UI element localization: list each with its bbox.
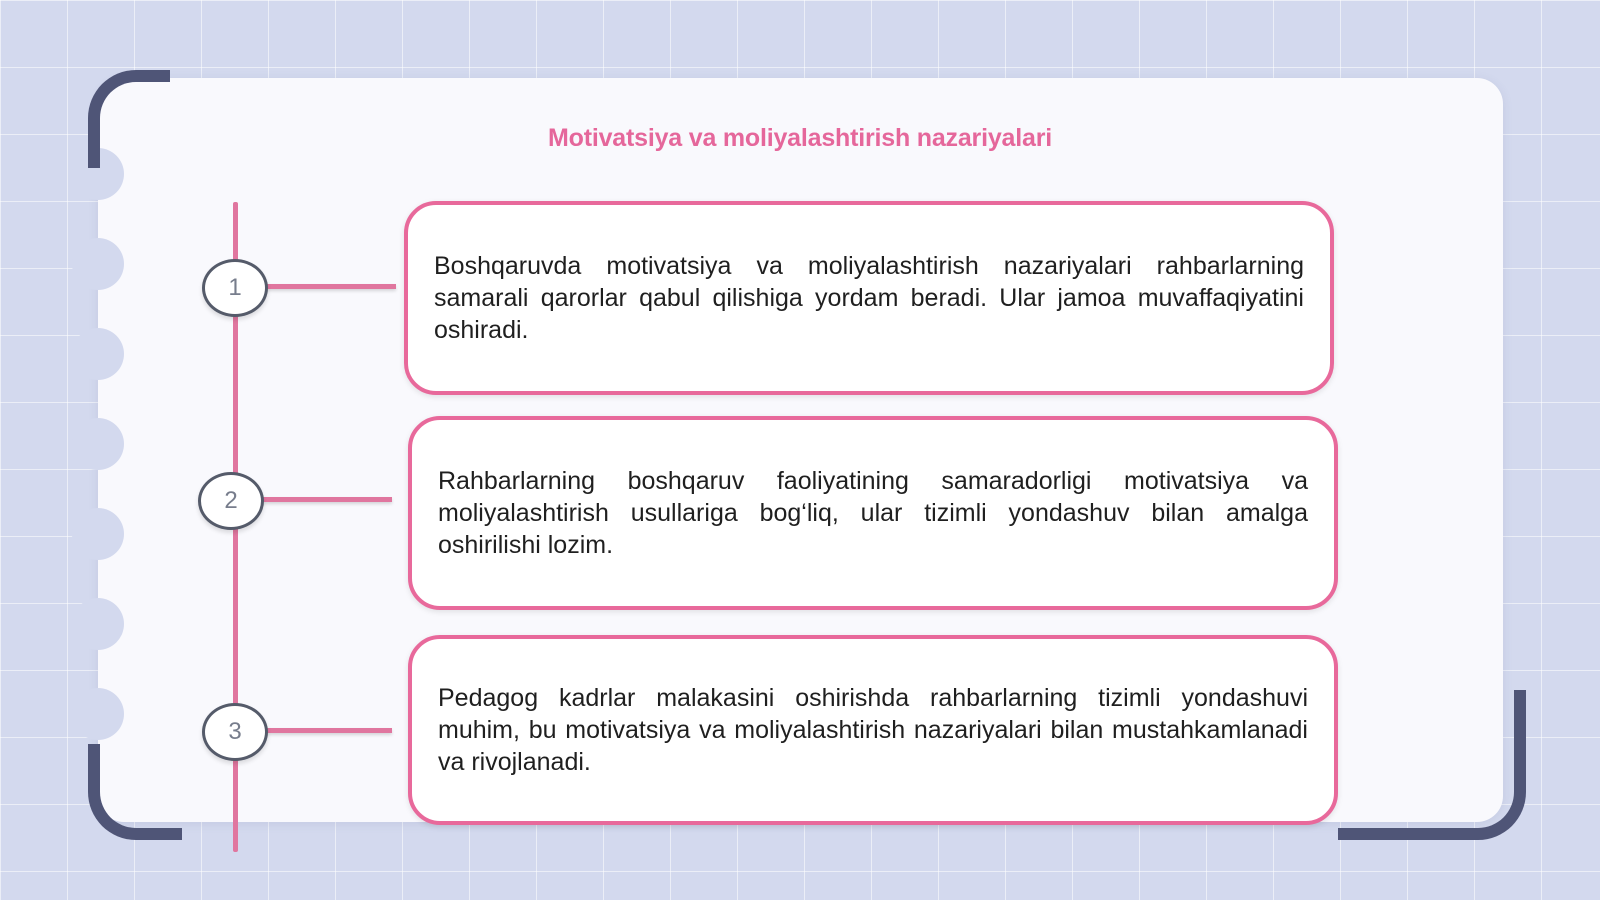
- connector-line: [266, 284, 396, 289]
- connector-line: [266, 728, 392, 733]
- step-card-text: Boshqaruvda motivatsiya va moliyalashtirish nazariyalari rahbarlarning samarali qarorlar qabul qilishiga yordam beradi. Ular jamoa muvaffaqiyatini oshiradi.: [434, 252, 1304, 344]
- step-card-2: [408, 416, 1338, 610]
- slide-title: Motivatsiya va moliyalashtirish nazariyalari: [548, 124, 1052, 152]
- step-card-3: [408, 635, 1338, 825]
- corner-bracket-bottom-right: [1338, 690, 1526, 840]
- paper-scallop: [72, 418, 124, 470]
- corner-bracket-bottom-left: [88, 744, 182, 840]
- paper-scallop: [72, 508, 124, 560]
- paper-scallop: [72, 238, 124, 290]
- paper-scallop: [72, 688, 124, 740]
- connector-line: [262, 497, 392, 502]
- step-number-1: 1: [202, 259, 268, 317]
- paper-scallop: [72, 328, 124, 380]
- corner-bracket-top-left: [88, 70, 170, 168]
- paper-scallop: [72, 598, 124, 650]
- step-card-text: Pedagog kadrlar malakasini oshirishda rahbarlarning tizimli yondashuvi muhim, bu motivatsiya va moliyalashtirish nazariyalari bilan mustahkamlanadi va rivojlanadi.: [438, 684, 1308, 776]
- step-card-1: [404, 201, 1334, 395]
- step-number-3: 3: [202, 703, 268, 761]
- step-number-2: 2: [198, 472, 264, 530]
- step-card-text: Rahbarlarning boshqaruv faoliyatining samaradorligi motivatsiya va moliyalashtirish usullariga bog‘liq, ular tizimli yondashuv bilan amalga oshirilishi lozim.: [438, 467, 1308, 559]
